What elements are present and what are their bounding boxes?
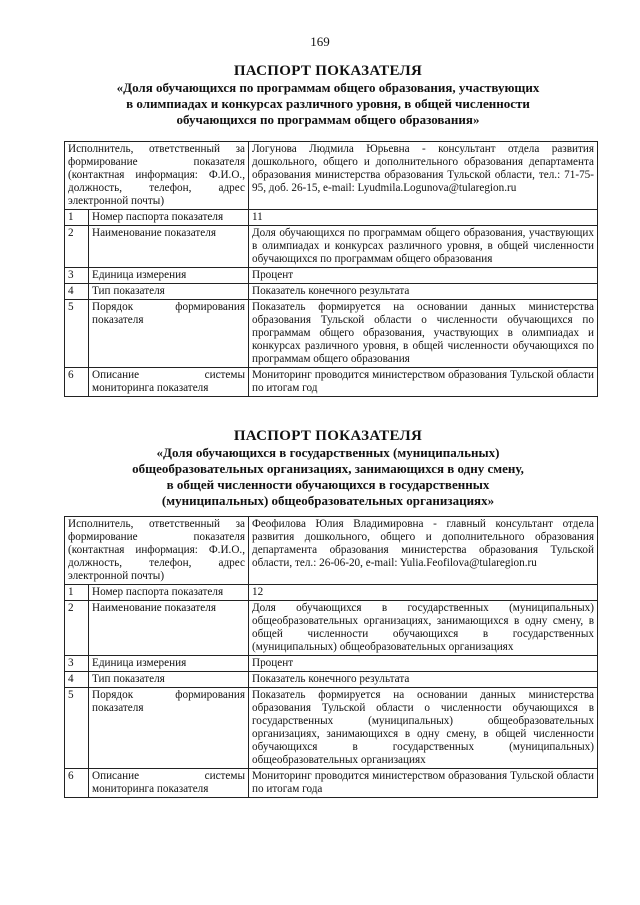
passport-subtitle-line: в олимпиадах и конкурсах различного уровня, в общей численности: [126, 96, 530, 111]
row-number: 6: [65, 769, 89, 798]
row-label: Единица измерения: [89, 656, 249, 672]
row-number: 5: [65, 300, 89, 368]
row-number: 4: [65, 284, 89, 300]
row-value: Мониторинг проводится министерством образования Тульской области по итогам года: [249, 769, 598, 798]
table-row: [65, 226, 598, 268]
row-label: Номер паспорта показателя: [89, 585, 249, 601]
table-row: [65, 368, 598, 397]
row-value: Мониторинг проводится министерством образования Тульской области по итогам год: [249, 368, 598, 397]
passport-subtitle-line: «Доля обучающихся в государственных (муниципальных): [156, 445, 500, 460]
row-value: Доля обучающихся в государственных (муниципальных) общеобразовательных организациях, занимающихся в одну смену, в общей численности обучающихся в государственных (муниципальных) общеобразовательных организациях: [249, 601, 598, 656]
passport-title-block: [60, 63, 596, 128]
executor-label: Исполнитель, ответственный за формирование показателя (контактная информация: Ф.И.О., должность, телефон, адрес электронной почты): [65, 142, 249, 210]
table-row: [65, 210, 598, 226]
table-row: [65, 688, 598, 769]
row-label: Единица измерения: [89, 268, 249, 284]
passport-subtitle-line: общеобразовательных организациях, занимающихся в одну смену,: [132, 461, 524, 476]
passport-title-block: [60, 428, 596, 509]
executor-value: Логунова Людмила Юрьевна - консультант отдела развития дошкольного, общего и дополнительного образования департамента образования министерства образования Тульской области, тел.: 71-75-95, доб. 26-15, e-mail: Lyudmila.Logunova@tularegion.ru: [249, 142, 598, 210]
table-row: [65, 656, 598, 672]
row-value: 12: [249, 585, 598, 601]
row-label: Наименование показателя: [89, 601, 249, 656]
table-row: [65, 268, 598, 284]
row-label: Описание системы мониторинга показателя: [89, 368, 249, 397]
row-number: 4: [65, 672, 89, 688]
row-number: 6: [65, 368, 89, 397]
row-label: Наименование показателя: [89, 226, 249, 268]
table-row: [65, 284, 598, 300]
table-row: [65, 517, 598, 585]
row-label: Тип показателя: [89, 284, 249, 300]
row-label: Порядок формирования показателя: [89, 688, 249, 769]
executor-value: Феофилова Юлия Владимировна - главный консультант отдела развития дошкольного, общего и дополнительного образования департамента образования министерства образования Тульской области, тел.: 26-06-20, e-mail: Yulia.Feofilova@tularegion.ru: [249, 517, 598, 585]
row-number: 3: [65, 656, 89, 672]
row-value: Показатель конечного результата: [249, 672, 598, 688]
table-row: [65, 672, 598, 688]
row-label: Номер паспорта показателя: [89, 210, 249, 226]
row-value: Процент: [249, 268, 598, 284]
row-number: 3: [65, 268, 89, 284]
row-value: 11: [249, 210, 598, 226]
row-number: 5: [65, 688, 89, 769]
row-value: Показатель формируется на основании данных министерства образования Тульской области о численности обучающихся по программам общего образования, участвующих в олимпиадах и конкурсах различного уровня, в общей численности обучающихся по программам общего образования: [249, 300, 598, 368]
table-row: [65, 300, 598, 368]
row-value: Показатель конечного результата: [249, 284, 598, 300]
table-row: [65, 585, 598, 601]
row-number: 2: [65, 601, 89, 656]
passport-subtitle-line: «Доля обучающихся по программам общего образования, участвующих: [116, 80, 540, 95]
passport-heading: ПАСПОРТ ПОКАЗАТЕЛЯ: [233, 428, 423, 444]
table-row: [65, 601, 598, 656]
passport-table: [64, 516, 598, 798]
page-number: 169: [310, 34, 330, 49]
row-number: 1: [65, 585, 89, 601]
passport-subtitle-line: в общей численности обучающихся в государственных: [166, 477, 490, 492]
table-row: [65, 769, 598, 798]
table-row: [65, 142, 598, 210]
row-number: 2: [65, 226, 89, 268]
passport-heading: ПАСПОРТ ПОКАЗАТЕЛЯ: [233, 63, 423, 79]
row-value: Процент: [249, 656, 598, 672]
row-label: Порядок формирования показателя: [89, 300, 249, 368]
passport-subtitle-line: (муниципальных) общеобразовательных организациях»: [161, 493, 495, 508]
row-number: 1: [65, 210, 89, 226]
row-label: Описание системы мониторинга показателя: [89, 769, 249, 798]
row-value: Доля обучающихся по программам общего образования, участвующих в олимпиадах и конкурсах различного уровня, в общей численности обучающихся по программам общего образования: [249, 226, 598, 268]
passport-table: [64, 141, 598, 397]
executor-label: Исполнитель, ответственный за формирование показателя (контактная информация: Ф.И.О., должность, телефон, адрес электронной почты): [65, 517, 249, 585]
passport-subtitle-line: обучающихся по программам общего образования»: [176, 112, 480, 127]
row-label: Тип показателя: [89, 672, 249, 688]
row-value: Показатель формируется на основании данных министерства образования Тульской области о численности обучающихся в государственных (муниципальных) общеобразовательных организациях, занимающихся в одну смену, в общей численности обучающихся в государственных (муниципальных) общеобразовательных организациях: [249, 688, 598, 769]
